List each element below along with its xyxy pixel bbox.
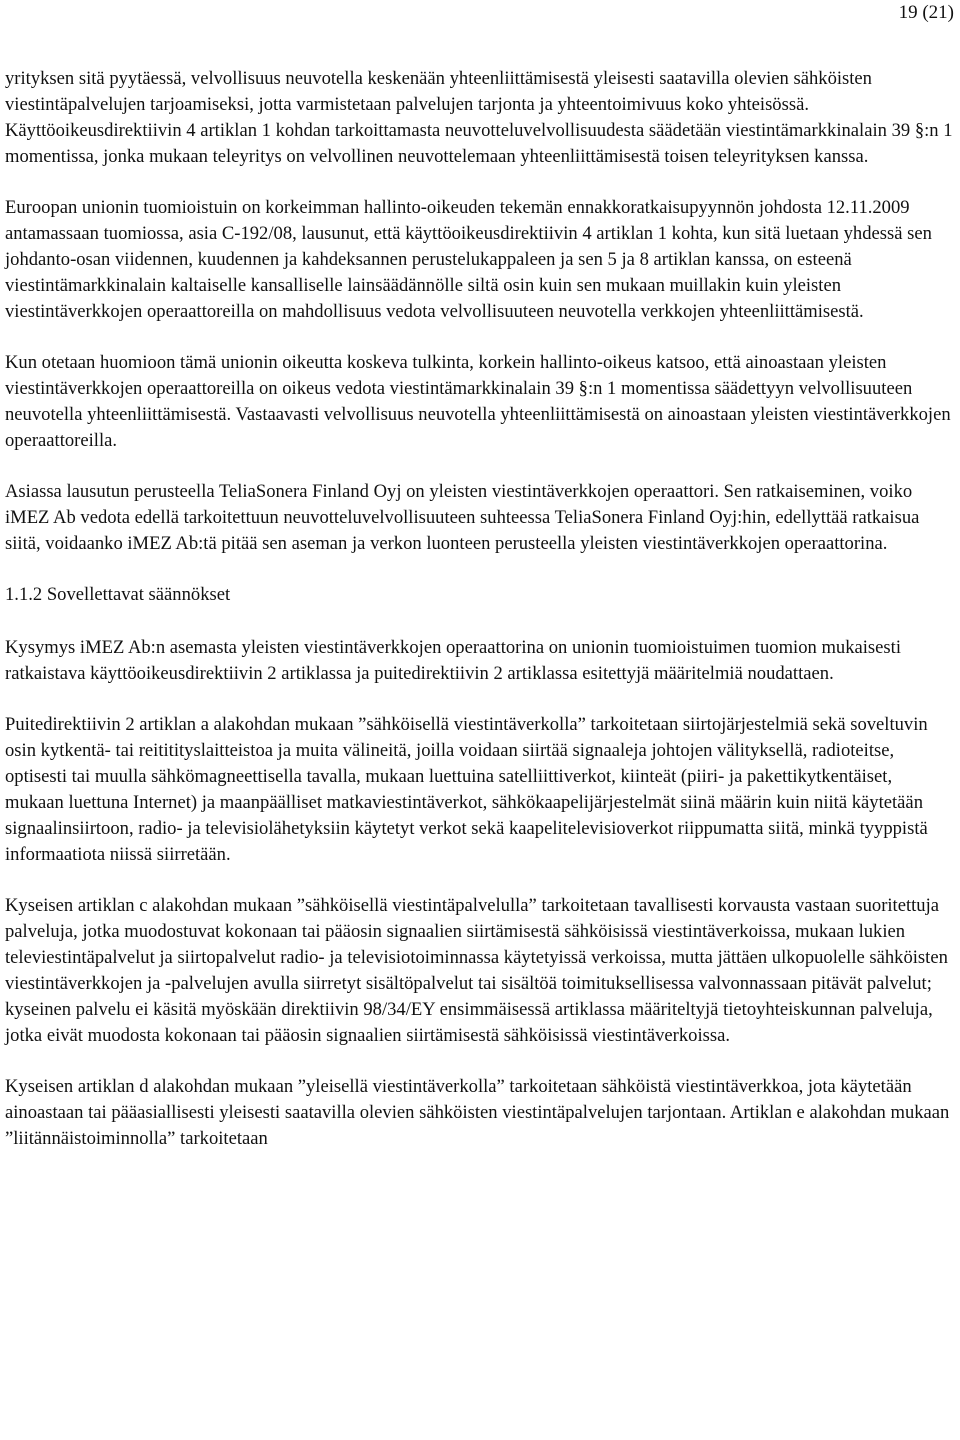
paragraph-network-definition: Puitedirektiivin 2 artiklan a alakohdan mukaan ”sähköisellä viestintäverkolla” tarkoitetaan siirtojärjestelmiä sekä soveltuvin osin kytkentä- tai reititityslaitteistoa ja muita välineitä, joilla voidaan siirtää signaaleja johtojen välityksellä, radioteitse, optisesti tai muulla sähkömagneettisella tavalla, mukaan luettuina satelliittiverkot, kiinteät (piiri- ja pakettikytkentäiset, mukaan luettuna Internet) ja maanpäälliset matkaviestintäverkot, sähkökaapelijärjestelmät siinä määrin kuin niitä käytetään signaalinsiirtoon, radio- ja televisiolähetyksiin käytetyt verkot sekä kaapelitelevisioverkot riippumatta siitä, minkä tyyppistä informaatiota niissä siirretään.	[5, 714, 928, 865]
paragraph-public-network-definition: Kyseisen artiklan d alakohdan mukaan ”yleisellä viestintäverkolla” tarkoitetaan sähköistä viestintäverkkoa, jota käytetään ainoastaan tai pääasiallisesti yleisesti saatavilla olevien sähköisten viestintäpalvelujen tarjontaan. Artiklan e alakohdan mukaan ”liitännäistoiminnolla” tarkoitetaan	[5, 1076, 950, 1149]
paragraph-court-interpretation: Kun otetaan huomioon tämä unionin oikeutta koskeva tulkinta, korkein hallinto-oikeus katsoo, että ainoastaan yleisten viestintäverkkojen operaattoreilla on oikeus vedota viestintämarkkinalain 39 §:n 1 momentissa säädettyyn velvollisuuteen neuvotella yhteenliittämisestä. Vastaavasti velvollisuus neuvotella yhteenliittämisestä on ainoastaan yleisten viestintäverkkojen operaattoreilla.	[5, 352, 951, 451]
paragraph-teliasonera-operator: Asiassa lausutun perusteella TeliaSonera Finland Oyj on yleisten viestintäverkkojen operaattori. Sen ratkaiseminen, voiko iMEZ Ab vedota edellä tarkoitettuun neuvotteluvelvollisuuteen suhteessa TeliaSonera Finland Oyj:hin, edellyttää ratkaisua siitä, voidaanko iMEZ Ab:tä pitää sen aseman ja verkon luonteen perusteella yleisten viestintäverkkojen operaattorina.	[5, 481, 920, 554]
paragraph-ecj-ruling: Euroopan unionin tuomioistuin on korkeimman hallinto-oikeuden tekemän ennakkoratkaisupyynnön johdosta 12.11.2009 antamassaan tuomiossa, asia C-192/08, lausunut, että käyttöoikeusdirektiivin 4 artiklan 1 kohta, kun sitä luetaan yhdessä sen johdanto-osan viidennen, kuudennen ja kahdeksannen perustelukappaleen ja sen 5 ja 8 artiklan kanssa, on esteenä viestintämarkkinalain kaltaiselle kansalliselle lainsäädännölle siltä osin kuin sen mukaan muillakin kuin yleisten viestintäverkkojen operaattoreilla on mahdollisuus vedota velvollisuuteen neuvotella verkkojen yhteenliittämisestä.	[5, 197, 932, 322]
paragraph-imez-status: Kysymys iMEZ Ab:n asemasta yleisten viestintäverkkojen operaattorina on unionin tuomioistuimen tuomion mukaisesti ratkaistava käyttöoikeusdirektiivin 2 artiklassa ja puitedirektiivin 2 artiklassa esitettyjä määritelmiä noudattaen.	[5, 637, 901, 684]
page-number: 19 (21)	[898, 2, 954, 23]
paragraph-service-definition: Kyseisen artiklan c alakohdan mukaan ”sähköisellä viestintäpalvelulla” tarkoitetaan tavallisesti korvausta vastaan suoritettuja palveluja, jotka muodostuvat kokonaan tai pääosin signaalien siirtämisestä sähköisissä viestintäverkoissa, mukaan lukien televiestintäpalvelut ja siirtopalvelut radio- ja televisiotoiminnassa käytetyissä verkoissa, mutta jättäen ulkopuolelle sähköisten viestintäverkkojen ja -palvelujen avulla siirretyt sisältöpalvelut tai sisältöä toimituksellisessa valvonnassaan pitävät palvelut; kyseinen palvelu ei käsitä myöskään direktiivin 98/34/EY ensimmäisessä artiklassa määriteltyjä tietoyhteiskunnan palveluja, jotka eivät muodosta kokonaan tai pääosin signaalien siirtämisestä sähköisissä viestintäverkoissa.	[5, 895, 948, 1046]
paragraph-interconnection-obligation: yrityksen sitä pyytäessä, velvollisuus neuvotella keskenään yhteenliittämisestä yleisesti saatavilla olevien sähköisten viestintäpalvelujen tarjoamiseksi, jotta varmistetaan palvelujen tarjonta ja yhteentoimivuus koko yhteisössä. Käyttöoikeusdirektiivin 4 artiklan 1 kohdan tarkoittamasta neuvotteluvelvollisuudesta säädetään viestintämarkkinalain 39 §:n 1 momentissa, jonka mukaan teleyritys on velvollinen neuvottelemaan yhteenliittämisestä toisen teleyrityksen kanssa.	[5, 68, 953, 167]
section-heading: 1.1.2 Sovellettavat säännökset	[5, 584, 231, 605]
document-body	[5, 66, 955, 1177]
